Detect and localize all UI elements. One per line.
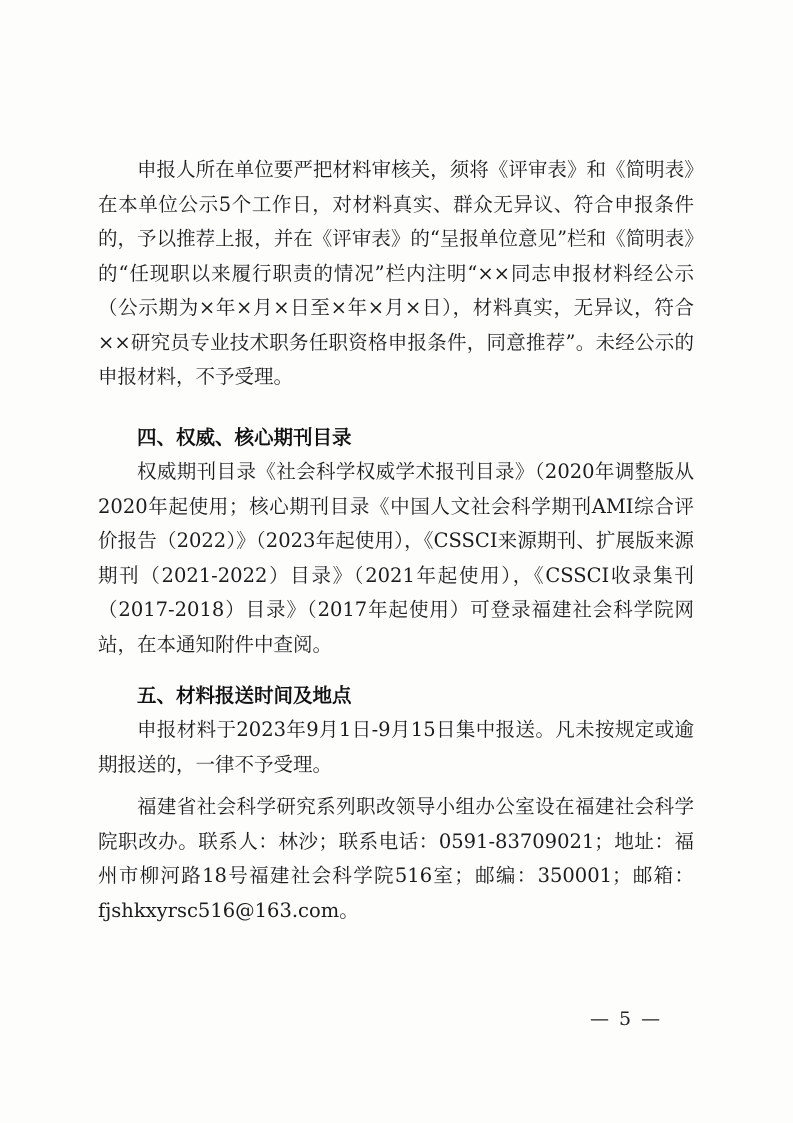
paragraph-journal-catalog: 权威期刊目录《社会科学权威学术报刊目录》（2020年调整版从2020年起使用；核心期刊目录《中国人文社会科学期刊AMI综合评价报告（2022）》（2023年起使用），《CSSCI来源期刊、扩展版来源期刊（2021-2022）目录》（2021年起使用），《CSSCI收录集刊（2017-2018）目录》（2017年起使用）可登录福建社会科学院网站，在本通知附件中查阅。: [98, 460, 694, 656]
section-heading-submission-time-place: 五、材料报送时间及地点: [137, 684, 352, 707]
paragraph-submission-time: 申报材料于2023年9月1日-9月15日集中报送。凡未按规定或逾期报送的，一律不予受理。: [98, 718, 694, 776]
paragraph-contact-info: 福建省社会科学研究系列职改领导小组办公室设在福建社会科学院职改办。联系人：林沙；联系电话：0591-83709021；地址：福州市柳河路18号福建社会科学院516室；邮编：350001；邮箱：fjshkxyrsc516@163.com。: [98, 795, 694, 922]
paragraph-review-publicity: 申报人所在单位要严把材料审核关，须将《评审表》和《简明表》在本单位公示5个工作日，对材料真实、群众无异议、符合申报条件的，予以推荐上报，并在《评审表》的“呈报单位意见”栏和《简明表》的“任现职以来履行职责的情况”栏内注明“××同志申报材料经公示（公示期为×年×月×日至×年×月×日），材料真实，无异议，符合××研究员专业技术职务任职资格申报条件，同意推荐”。未经公示的申报材料，不予受理。: [98, 158, 694, 388]
page-number: — 5 —: [590, 1008, 663, 1030]
section-heading-journal-catalog: 四、权威、核心期刊目录: [137, 426, 352, 449]
